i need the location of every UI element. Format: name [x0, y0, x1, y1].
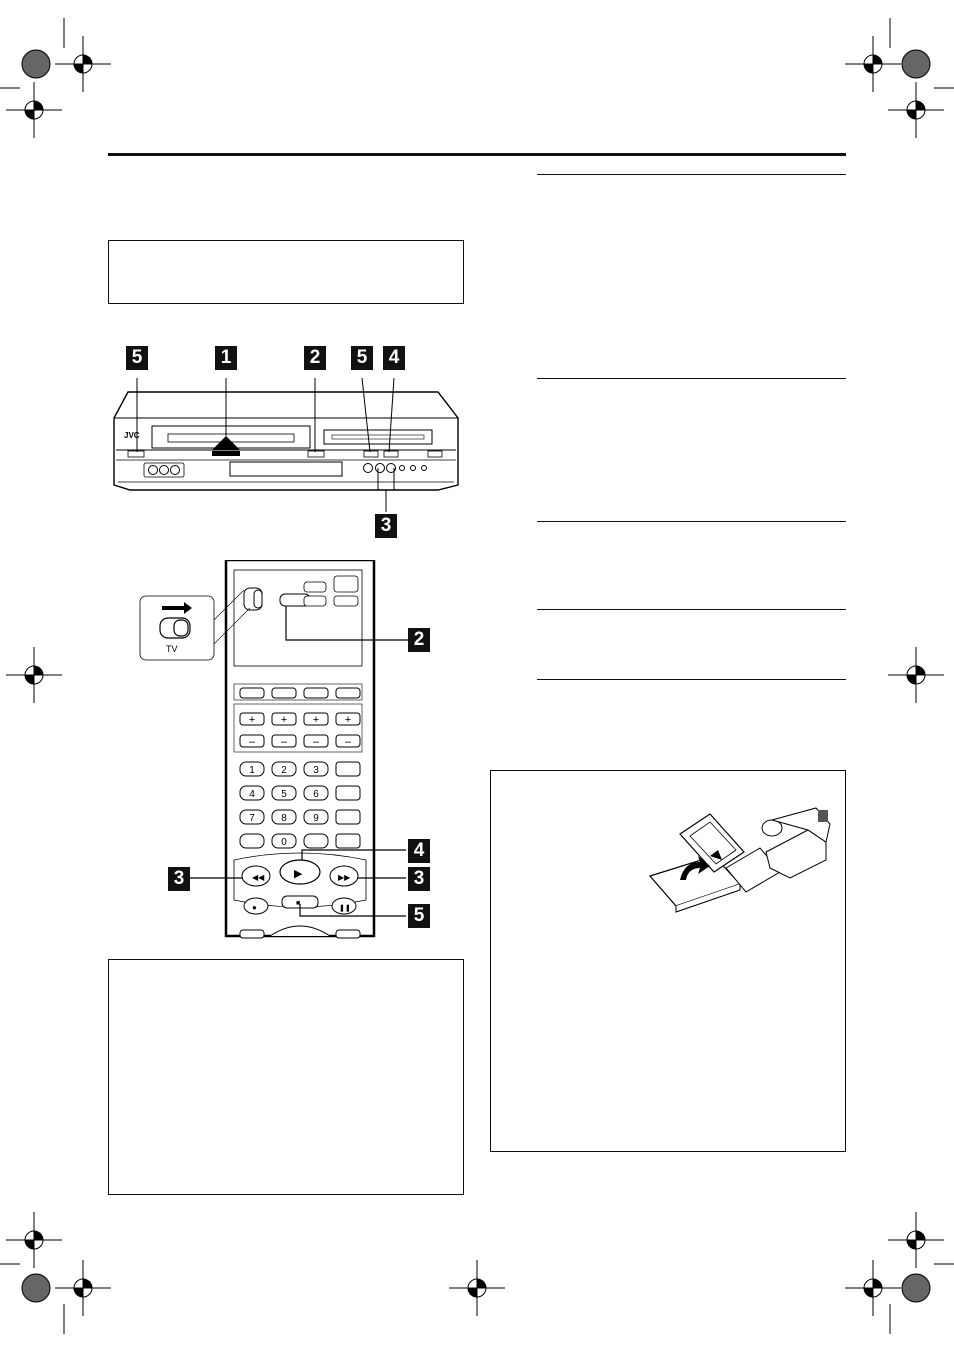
step-badge-3: 3 [375, 514, 397, 538]
step-badge-5: 5 [408, 904, 430, 928]
svg-text:+: + [344, 714, 352, 726]
step-badge-4: 4 [408, 839, 430, 863]
info-box-top [108, 240, 464, 304]
step-badge-2: 2 [408, 628, 430, 652]
svg-text:4: 4 [249, 789, 255, 800]
svg-text:8: 8 [281, 813, 287, 824]
svg-text:+: + [312, 714, 320, 726]
svg-text:6: 6 [313, 789, 319, 800]
header-rule [108, 153, 846, 156]
step-badge-5: 5 [126, 346, 148, 370]
svg-text:7: 7 [249, 813, 255, 824]
step-badge-2: 2 [304, 346, 326, 370]
svg-text:1: 1 [249, 765, 255, 776]
info-box-bottom [108, 959, 464, 1195]
svg-text:–: – [312, 736, 320, 748]
step-divider [537, 679, 846, 680]
record-icon: ● [252, 903, 257, 912]
step-badge-5: 5 [351, 346, 373, 370]
step-divider [537, 174, 846, 175]
step-badge-1: 1 [215, 346, 237, 370]
step-badge-3: 3 [408, 867, 430, 891]
stop-icon: ■ [296, 900, 301, 907]
svg-text:–: – [248, 736, 256, 748]
step-badge-4: 4 [383, 346, 405, 370]
rewind-icon: ◀◀ [252, 873, 265, 882]
svg-text:–: – [344, 736, 352, 748]
svg-text:+: + [280, 714, 288, 726]
step-divider [537, 609, 846, 610]
crosshair-mark-icon [6, 82, 62, 138]
svg-text:9: 9 [313, 813, 319, 824]
svg-text:+: + [248, 714, 256, 726]
svg-text:2: 2 [281, 765, 287, 776]
vcr-illustration [108, 340, 468, 540]
play-icon: ▶ [294, 868, 303, 880]
step-divider [537, 521, 846, 522]
step-badge-3: 3 [168, 867, 190, 891]
cassette-adapter-illustration [640, 806, 840, 916]
svg-text:5: 5 [281, 789, 287, 800]
brand-logo: JVC [124, 431, 140, 440]
step-divider [537, 378, 846, 379]
pause-icon: ❚❚ [339, 905, 351, 912]
svg-text:0: 0 [281, 837, 287, 848]
crosshair-mark-icon [55, 36, 111, 92]
fast-forward-icon: ▶▶ [338, 873, 351, 882]
svg-text:–: – [280, 736, 288, 748]
starburst-mark-icon [22, 50, 50, 78]
svg-text:3: 3 [313, 765, 319, 776]
tv-switch-label: TV [166, 644, 178, 654]
